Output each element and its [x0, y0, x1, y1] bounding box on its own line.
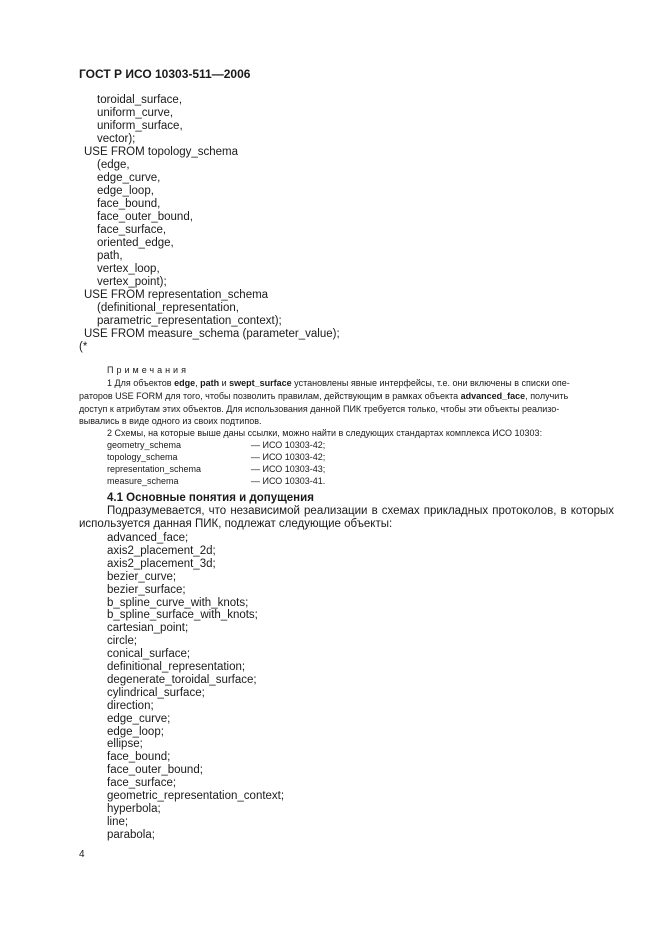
code-line: toroidal_surface, — [97, 94, 183, 106]
list-item: hyperbola; — [107, 802, 161, 815]
code-line: face_bound, — [97, 198, 161, 210]
code-line: uniform_curve, — [97, 107, 174, 119]
list-item: circle; — [107, 635, 138, 648]
code-line: vertex_point); — [97, 276, 167, 288]
code-line: vertex_loop, — [97, 263, 160, 275]
list-item: face_outer_bound; — [107, 764, 203, 777]
list-item: cylindrical_surface; — [107, 686, 205, 699]
list-item: parabola; — [107, 828, 155, 841]
note-1-line-2: раторов USE FORM для того, чтобы позволить правилам, действующим в рамках объекта advanced_face, получить — [79, 391, 569, 401]
note-2-text: 2 Схемы, на которые выше даны ссылки, можно найти в следующих стандартах комплекса ИСО 10303: — [107, 428, 543, 438]
code-line: parametric_representation_context); — [97, 315, 282, 327]
list-item: conical_surface; — [107, 648, 191, 661]
schema-name: representation_schema — [107, 464, 202, 474]
code-line: USE FROM topology_schema — [84, 146, 239, 158]
section-paragraph-line-1: Подразумевается, что независимой реализации в схемах прикладных протоколов, в которых — [107, 505, 614, 517]
list-item: direction; — [107, 699, 154, 712]
list-item: cartesian_point; — [107, 622, 189, 635]
code-line: USE FROM representation_schema — [84, 289, 269, 301]
code-line: vector); — [97, 133, 136, 145]
list-item: edge_loop; — [107, 725, 164, 738]
section-paragraph-line-2: используется данная ПИК, подлежат следующие объекты: — [79, 518, 393, 530]
code-line: (* — [79, 341, 88, 353]
schema-name: measure_schema — [107, 476, 179, 486]
list-item: b_spline_curve_with_knots; — [107, 596, 249, 609]
code-line: face_outer_bound, — [97, 211, 193, 223]
list-item: edge_curve; — [107, 712, 171, 725]
schema-name: topology_schema — [107, 452, 178, 462]
list-item: axis2_placement_2d; — [107, 544, 216, 557]
note-1-line-3: доступ к атрибутам этих объектов. Для использования данной ПИК требуется только, чтобы эти объекты реализо- — [79, 404, 560, 414]
schema-standard-ref: — ИСО 10303-41. — [251, 476, 326, 486]
code-line: USE FROM measure_schema (parameter_value); — [84, 328, 340, 340]
code-line: (definitional_representation, — [97, 302, 239, 314]
code-line: face_surface, — [97, 224, 167, 236]
list-item: face_bound; — [107, 751, 171, 764]
note-1-line-4: вывались в виде одного из своих подтипов. — [79, 416, 262, 426]
list-item: face_surface; — [107, 777, 177, 790]
schema-standard-ref: — ИСО 10303-42; — [251, 452, 326, 462]
schema-standard-ref: — ИСО 10303-43; — [251, 464, 326, 474]
schema-standard-ref: — ИСО 10303-42; — [251, 440, 326, 450]
list-item: geometric_representation_context; — [107, 790, 285, 802]
section-heading: 4.1 Основные понятия и допущения — [107, 492, 314, 504]
list-item: definitional_representation; — [107, 661, 246, 673]
schema-name: geometry_schema — [107, 440, 182, 450]
list-item: line; — [107, 815, 129, 828]
document-header: ГОСТ Р ИСО 10303-511—2006 — [79, 67, 251, 81]
list-item: bezier_curve; — [107, 570, 177, 583]
code-line: (edge, — [97, 159, 130, 171]
list-item: degenerate_toroidal_surface; — [107, 673, 257, 686]
code-line: edge_loop, — [97, 185, 154, 197]
code-line: path, — [97, 250, 123, 262]
note-title: Примечания — [107, 365, 189, 375]
code-line: oriented_edge, — [97, 237, 174, 249]
list-item: b_spline_surface_with_knots; — [107, 609, 258, 622]
code-line: uniform_surface, — [97, 120, 183, 132]
page-number: 4 — [79, 849, 85, 860]
list-item: axis2_placement_3d; — [107, 557, 216, 570]
list-item: advanced_face; — [107, 532, 189, 544]
list-item: bezier_surface; — [107, 583, 186, 596]
code-line: edge_curve, — [97, 172, 161, 184]
list-item: ellipse; — [107, 738, 143, 751]
note-1-line-1: 1 Для объектов edge, path и swept_surface установлены явные интерфейсы, т.е. они включены в списки опе- — [107, 378, 570, 388]
